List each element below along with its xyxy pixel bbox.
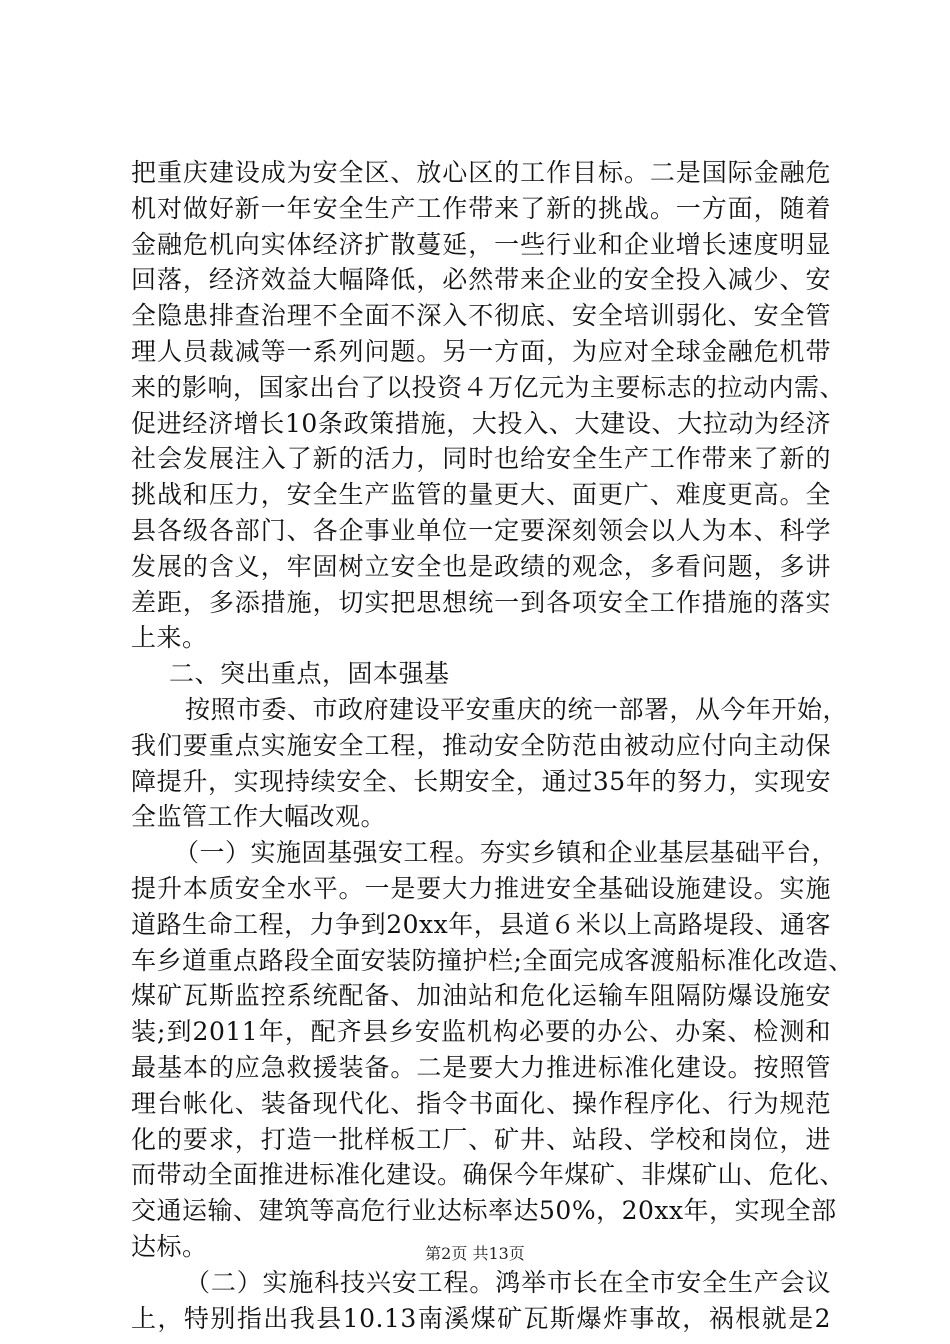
subsection-heading: （一）实施固基强安工程。夯实乡镇和企业基层基础平台， [174,838,838,868]
text-line: 差距，多添措施，切实把思想统一到各项安全工作措施的落实 [131,587,831,617]
document-body [131,155,854,1336]
text-line: 最基本的应急救援装备。二是要大力推进标准化建设。按照管 [131,1052,831,1082]
section-heading: 二、突出重点，固本强基 [169,659,450,689]
text-line: 回落，经济效益大幅降低，必然带来企业的安全投入减少、安 [131,265,831,295]
text-line: 机对做好新一年安全生产工作带来了新的挑战。一方面，随着 [131,193,831,223]
text-line: 车乡道重点路段全面安装防撞护栏;全面完成客渡船标准化改造、 [131,945,854,975]
text-line: 发展的含义，牢固树立安全也是政绩的观念，多看问题，多讲 [131,551,831,581]
text-line: 全隐患排查治理不全面不深入不彻底、安全培训弱化、安全管 [131,301,831,331]
text-line: 道路生命工程，力争到20xx年，县道６米以上高路堤段、通客 [131,909,831,939]
text-line: 达标。 [131,1231,208,1261]
text-line: 全监管工作大幅改观。 [131,802,387,832]
text-line: 交通运输、建筑等高危行业达标率达50%，20xx年，实现全部 [131,1196,837,1226]
text-line: 金融危机向实体经济扩散蔓延，一些行业和企业增长速度明显 [131,229,831,259]
subsection-heading: （二）实施科技兴安工程。鸿举市长在全市安全生产会议 [185,1267,831,1297]
text-line: 县各级各部门、各企事业单位一定要深刻领会以人为本、科学 [131,515,831,545]
text-line: 理台帐化、装备现代化、指令书面化、操作程序化、行为规范 [131,1088,831,1118]
text-line: 上，特别指出我县10.13南溪煤矿瓦斯爆炸事故，祸根就是2 [131,1303,831,1333]
text-line: 把重庆建设成为安全区、放心区的工作目标。二是国际金融危 [131,158,831,187]
text-line: 社会发展注入了新的活力，同时也给安全生产工作带来了新的 [131,444,831,474]
text-line: 而带动全面推进标准化建设。确保今年煤矿、非煤矿山、危化、 [131,1160,846,1190]
text-line: 我们要重点实施安全工程，推动安全防范由被动应付向主动保 [131,730,831,760]
text-line: 挑战和压力，安全生产监管的量更大、面更广、难度更高。全 [131,480,831,510]
text-line: 来的影响，国家出台了以投资４万亿元为主要标志的拉动内需、 [131,372,846,402]
text-line: 煤矿瓦斯监控系统配备、加油站和危化运输车阻隔防爆设施安 [131,981,831,1011]
text-line: 按照市委、市政府建设平安重庆的统一部署，从今年开始， [185,694,849,724]
text-line: 理人员裁减等一系列问题。另一方面，为应对全球金融危机带 [131,336,831,366]
text-line: 促进经济增长10条政策措施，大投入、大建设、大拉动为经济 [131,408,831,438]
page-number-footer: 第2页 共13页 [425,1244,525,1263]
text-line: 提升本质安全水平。一是要大力推进安全基础设施建设。实施 [131,873,831,903]
text-line: 化的要求，打造一批样板工厂、矿井、站段、学校和岗位，进 [131,1124,831,1154]
text-line: 障提升，实现持续安全、长期安全，通过35年的努力，实现安 [131,766,831,796]
text-line: 上来。 [131,623,208,653]
text-line: 装;到2011年，配齐县乡安监机构必要的办公、办案、检测和 [131,1017,831,1047]
